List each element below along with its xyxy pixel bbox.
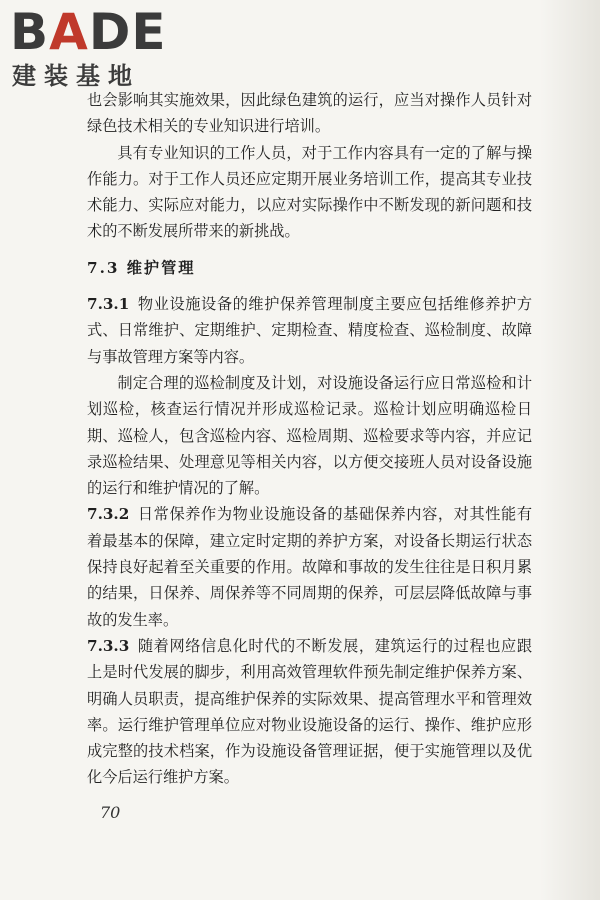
clause-7-3-1 — [87, 291, 532, 370]
clause-7-3-3 — [87, 633, 532, 791]
logo-letter-a: A — [49, 3, 89, 61]
clause-text: 随着网络信息化时代的不断发展，建筑运行的过程也应跟上是时代发展的脚步，利用高效管理软件预先制定维护保养方案、明确人员职责，提高维护保养的实际效果、提高管理水平和管理效率。运行维护管理单位应对物业设施设备的运行、操作、维护应形成完整的技术档案，作为设施设备管理证据，便于实施管理以及优化今后运行维护方案。 — [87, 636, 532, 787]
logo-subtitle: 建装基地 — [12, 62, 140, 90]
clause-number: 7.3.1 — [87, 295, 130, 314]
logo-letter-b: B — [10, 3, 50, 61]
document-body — [87, 87, 532, 791]
section-title: 7.3 维护管理 — [87, 258, 196, 277]
paragraph-intro-tail: 也会影响其实施效果，因此绿色建筑的运行，应当对操作人员针对绿色技术相关的专业知识进行培训。 — [87, 91, 532, 136]
clause-text: 物业设施设备的维护保养管理制度主要应包括维修养护方式、日常维护、定期维护、定期检查、精度检查、巡检制度、故障与事故管理方案等内容。 — [87, 295, 532, 366]
paragraph-clause-1-detail: 制定合理的巡检制度及计划，对设施设备运行应日常巡检和计划巡检，核查运行情况并形成巡检记录。巡检计划应明确巡检日期、巡检人，包含巡检内容、巡检周期、巡检要求等内容，并应记录巡检结果、处理意见等相关内容，以方便交接班人员对设备设施的运行和维护情况的了解。 — [87, 373, 532, 498]
clause-text: 日常保养作为物业设施设备的基础保养内容，对其性能有着最基本的保障，建立定时定期的养护方案，对设备长期运行状态保持良好起着至关重要的作用。故障和事故的发生往往是日积月累的结果，日保养、周保养等不同周期的保养，可层层降低故障与事故的发生率。 — [87, 505, 532, 629]
page-number: 70 — [100, 803, 121, 822]
clause-number: 7.3.3 — [87, 636, 130, 655]
brand-logo — [10, 4, 180, 94]
page-edge-shadow — [540, 0, 600, 900]
clause-number: 7.3.2 — [87, 505, 130, 524]
paragraph-intro-2: 具有专业知识的工作人员，对于工作内容具有一定的了解与操作能力。对于工作人员还应定期开展业务培训工作，提高其专业技术能力、实际应对能力，以应对实际操作中不断发现的新问题和技术的不断发展所带来的新挑战。 — [87, 143, 532, 241]
clause-7-3-2 — [87, 501, 532, 632]
logo-letters-de: DE — [88, 3, 167, 61]
logo-wordmark — [10, 4, 167, 60]
